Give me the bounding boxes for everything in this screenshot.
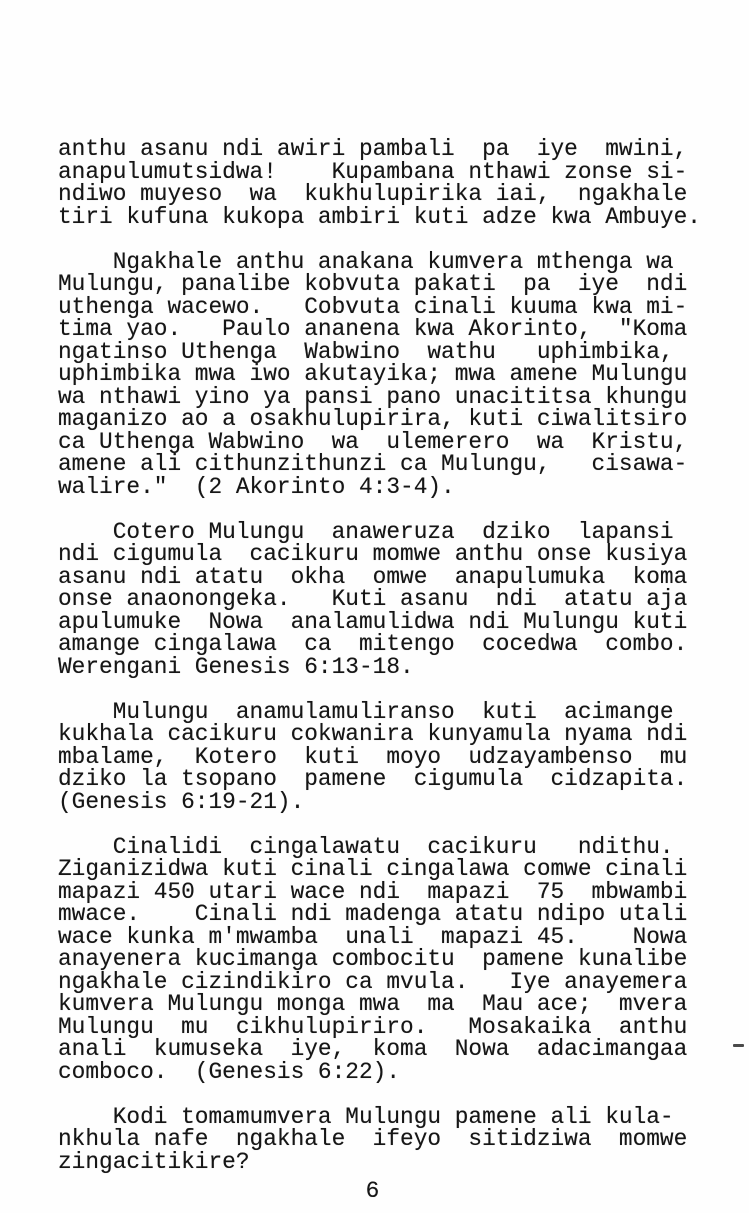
text-line: comboco. (Genesis 6:22). — [58, 1058, 401, 1085]
text-line: wace kunka m'mwamba unali mapazi 45. Nowa — [58, 923, 688, 950]
text-line: Ngakhale anthu anakana kumvera mthenga wa — [58, 248, 674, 275]
text-line: anayenera kucimanga combocitu pamene kunalibe — [58, 946, 688, 972]
text-line: nkhula nafe ngakhale ifeyo sitidziwa momwe — [58, 1126, 688, 1152]
text-line: Cotero Mulungu anaweruza dziko lapansi — [58, 518, 674, 545]
paragraph-5 — [58, 833, 698, 1085]
text-line: amene ali cithunzithunzi ca Mulungu, cisawa- — [58, 451, 688, 477]
text-line: Cinalidi cingalawatu cacikuru ndithu. — [58, 833, 674, 860]
text-line: ndiwo muyeso wa kukhulupirika iai, ngakhale — [58, 181, 688, 207]
text-line: (Genesis 6:19-21). — [58, 788, 305, 815]
text-line: onse anaonongeka. Kuti asanu ndi atatu aja — [58, 586, 688, 612]
text-line: walire." (2 Akorinto 4:3-4). — [58, 473, 455, 500]
text-line: anapulumutsidwa! Kupambana nthawi zonse si- — [58, 158, 688, 185]
text-line: Mulungu, panalibe kobvuta pakati pa iye ndi — [58, 271, 688, 297]
text-line: zingacitikire? — [58, 1148, 250, 1175]
text-line: Werengani Genesis 6:13-18. — [58, 653, 414, 680]
text-line: Mulungu mu cikhulupiriro. Mosakaika anthu — [58, 1013, 688, 1040]
text-line: mapazi 450 utari wace ndi mapazi 75 mbwambi — [58, 878, 688, 905]
paragraph-2 — [58, 248, 698, 500]
page-number: 6 — [365, 1178, 380, 1204]
text-line: apulumuke Nowa analamulidwa ndi Mulungu kuti — [58, 608, 688, 635]
text-line: tima yao. Paulo ananena kwa Akorinto, "Koma — [58, 316, 688, 342]
text-line: kumvera Mulungu monga mwa ma Mau ace; mvera — [58, 991, 688, 1017]
text-line: ca Uthenga Wabwino wa ulemerero wa Kristu, — [58, 428, 688, 455]
text-line: kukhala cacikuru cokwanira kunyamula nyama ndi — [58, 721, 688, 747]
paragraph-1 — [58, 136, 701, 230]
text-line: uphimbika mwa iwo akutayika; mwa amene Mulungu — [58, 361, 688, 387]
text-line: anali kumuseka iye, koma Nowa adacimangaa — [58, 1036, 688, 1062]
scan-artifact-mark — [733, 1044, 744, 1047]
paragraph-6 — [58, 1103, 698, 1175]
text-line: uthenga wacewo. Cobvuta cinali kuuma kwa mi- — [58, 293, 688, 320]
text-line: Kodi tomamumvera Mulungu pamene ali kula- — [58, 1103, 674, 1130]
body-text — [58, 136, 701, 1175]
paragraph-4 — [58, 698, 698, 815]
text-line: dziko la tsopano pamene cigumula cidzapita. — [58, 766, 688, 792]
text-line: maganizo ao a osakhulupirira, kuti ciwalitsiro — [58, 406, 688, 432]
text-line: amange cingalawa ca mitengo cocedwa combo. — [58, 631, 688, 657]
text-line: Ziganizidwa kuti cinali cingalawa comwe cinali — [58, 856, 688, 882]
text-line: ndi cigumula cacikuru momwe anthu onse kusiya — [58, 541, 688, 567]
text-line: Mulungu anamulamuliranso kuti acimange — [58, 698, 674, 725]
text-line: anthu asanu ndi awiri pambali pa iye mwini, — [58, 136, 688, 162]
text-line: mwace. Cinali ndi madenga atatu ndipo utali — [58, 901, 688, 927]
text-line: asanu ndi atatu okha omwe anapulumuka koma — [58, 563, 688, 590]
paragraph-3 — [58, 518, 698, 680]
text-line: wa nthawi yino ya pansi pano unacititsa khungu — [58, 383, 688, 410]
text-line: tiri kufuna kukopa ambiri kuti adze kwa Ambuye. — [58, 203, 701, 230]
text-line: ngatinso Uthenga Wabwino wathu uphimbika, — [58, 338, 674, 365]
text-line: ngakhale cizindikiro ca mvula. Iye anayemera — [58, 968, 688, 995]
text-line: mbalame, Kotero kuti moyo udzayambenso mu — [58, 743, 688, 770]
